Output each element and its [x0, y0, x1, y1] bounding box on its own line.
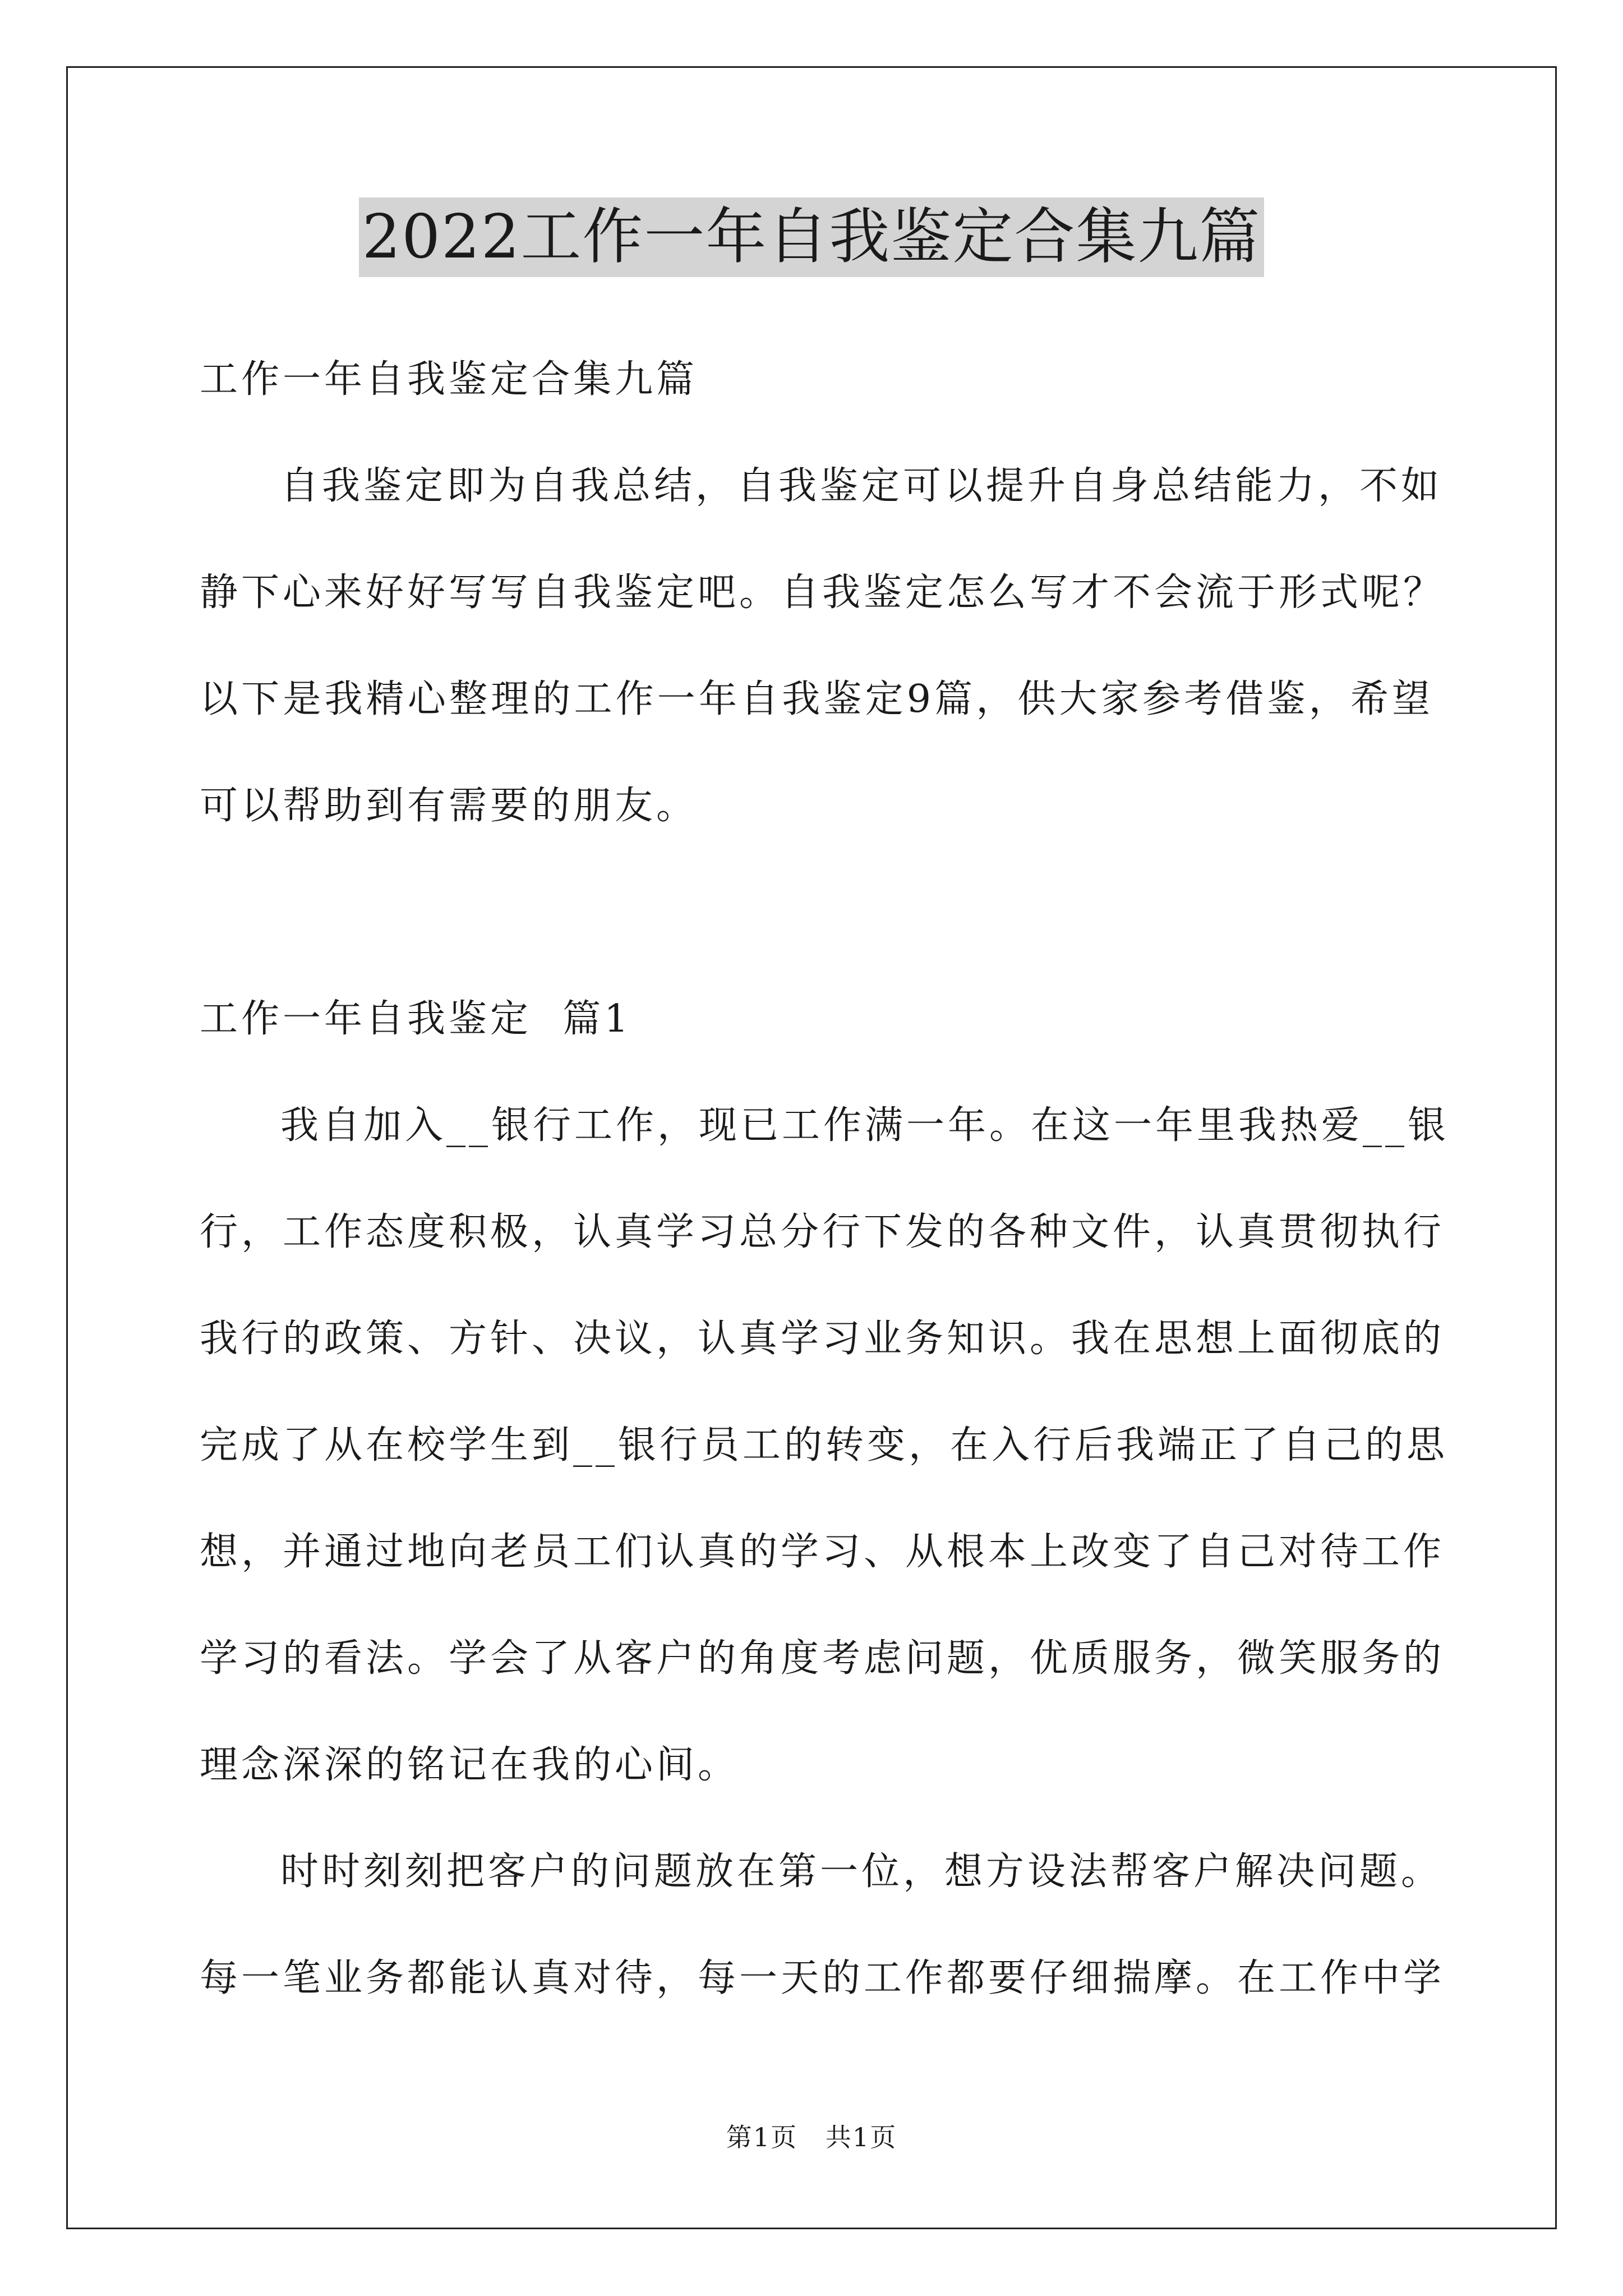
intro-line-1: 自我鉴定即为自我总结，自我鉴定可以提升自身总结能力，不如	[280, 464, 1443, 508]
section-line-4: 完成了从在校学生到__银行员工的转变，在入行后我端正了自己的思	[200, 1423, 1449, 1467]
document-title: 2022工作一年自我鉴定合集九篇	[359, 197, 1265, 277]
para2-line-2: 每一笔业务都能认真对待，每一天的工作都要仔细揣摩。在工作中学	[200, 1956, 1445, 2000]
section-line-2: 行，工作态度积极，认真学习总分行下发的各种文件，认真贯彻执行	[200, 1210, 1445, 1254]
section-line-6: 学习的看法。学会了从客户的角度考虑问题，优质服务，微笑服务的	[200, 1636, 1445, 1681]
section-line-3: 我行的政策、方针、决议，认真学习业务知识。我在思想上面彻底的	[200, 1317, 1445, 1361]
para2-line-1: 时时刻刻把客户的问题放在第一位，想方设法帮客户解决问题。	[280, 1849, 1443, 1894]
title-container	[0, 197, 1623, 277]
intro-line-4: 可以帮助到有需要的朋友。	[200, 784, 698, 828]
intro-line-3: 以下是我精心整理的工作一年自我鉴定9篇，供大家参考借鉴，希望	[200, 677, 1433, 721]
section-line-5: 想，并通过地向老员工们认真的学习、从根本上改变了自己对待工作	[200, 1530, 1445, 1574]
section-heading: 工作一年自我鉴定 篇1	[200, 997, 632, 1041]
section-line-1: 我自加入__银行工作，现已工作满一年。在这一年里我热爱__银	[280, 1103, 1450, 1148]
page-footer: 第1页 共1页	[726, 2122, 897, 2152]
subtitle: 工作一年自我鉴定合集九篇	[200, 357, 698, 402]
section-line-7: 理念深深的铭记在我的心间。	[200, 1743, 740, 1787]
intro-line-2: 静下心来好好写写自我鉴定吧。自我鉴定怎么写才不会流于形式呢？	[200, 570, 1445, 615]
